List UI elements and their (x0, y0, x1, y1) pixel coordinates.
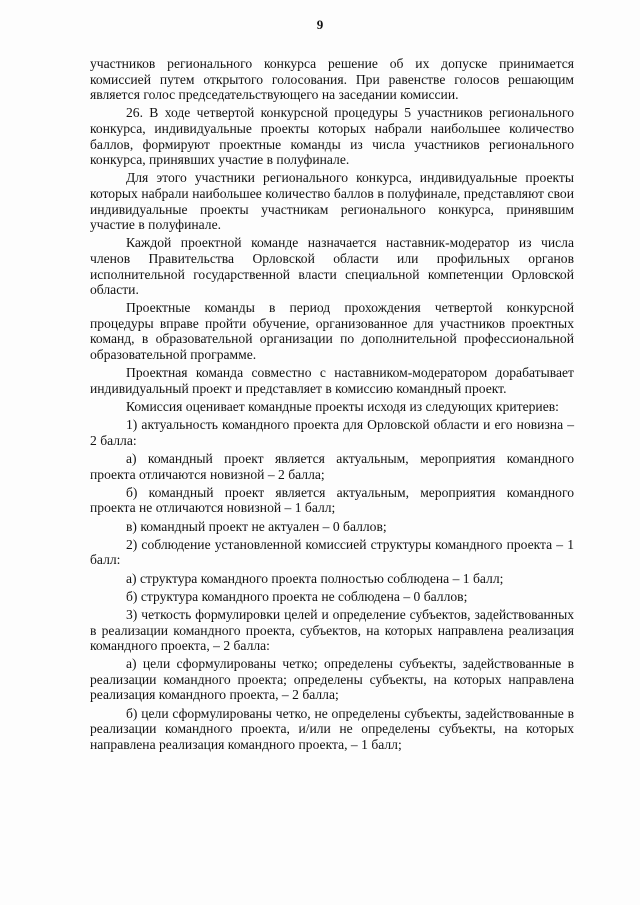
paragraph: Для этого участники регионального конкурса, индивидуальные проекты которых набрали наибольшее количество баллов в полуфинале, представляют свои индивидуальные проекты участникам регионального конкурса, принявшим участие в полуфинале. (90, 170, 574, 233)
list-item: б) структура командного проекта не соблюдена – 0 баллов; (126, 588, 468, 604)
paragraph: Каждой проектной команде назначается наставник-модератор из числа членов Правительства Орловской области или профильных органов исполнительной государственной власти специальной компетенции Орловской области. (90, 235, 574, 298)
list-item: а) цели сформулированы четко; определены субъекты, задействованные в реализации командного проекта; определены субъекты, на которых направлена реализация командного проекта, – 2 балла; (90, 656, 574, 703)
paragraph: Проектные команды в период прохождения четвертой конкурсной процедуры вправе пройти обучение, организованное для участников проектных команд, в образовательной организации по дополнительной профессиональной образовательной программе. (90, 300, 574, 363)
list-item: б) командный проект является актуальным, мероприятия командного проекта не отличаются новизной – 1 балл; (90, 484, 574, 516)
list-item: 2) соблюдение установленной комиссией структуры командного проекта – 1 балл: (90, 536, 574, 568)
paragraph: Проектная команда совместно с наставником-модератором дорабатывает индивидуальный проект и представляет в комиссию командный проект. (90, 365, 574, 396)
list-item: а) командный проект является актуальным, мероприятия командного проекта отличаются новизной – 2 балла; (90, 451, 574, 482)
page-number: 9 (316, 17, 324, 32)
paragraph: Комиссия оценивает командные проекты исходя из следующих критериев: (126, 399, 559, 415)
list-item: 1) актуальность командного проекта для Орловской области и его новизна – 2 балла: (90, 417, 574, 448)
list-item: а) структура командного проекта полностью соблюдена – 1 балл; (126, 570, 504, 586)
paragraph: участников регионального конкурса решение об их допуске принимается комиссией путем открытого голосования. При равенстве голосов решающим является голос председательствующего на заседании комиссии. (90, 56, 574, 103)
paragraph: 26. В ходе четвертой конкурсной процедуры 5 участников регионального конкурса, индивидуальные проекты которых набрали наибольшее количество баллов, формируют проектные команды из числа участников регионального конкурса, принявших участие в полуфинале. (90, 105, 574, 168)
document-body (90, 56, 574, 755)
list-item: в) командный проект не актуален – 0 баллов; (126, 518, 387, 534)
list-item: б) цели сформулированы четко, не определены субъекты, задействованные в реализации командного проекта, и/или не определены субъекты, на которых направлена реализация командного проекта, – 1 балл; (90, 705, 574, 752)
list-item: 3) четкость формулировки целей и определение субъектов, задействованных в реализации командного проекта, субъектов, на которых направлена реализация командного проекта, – 2 балла: (90, 606, 574, 654)
